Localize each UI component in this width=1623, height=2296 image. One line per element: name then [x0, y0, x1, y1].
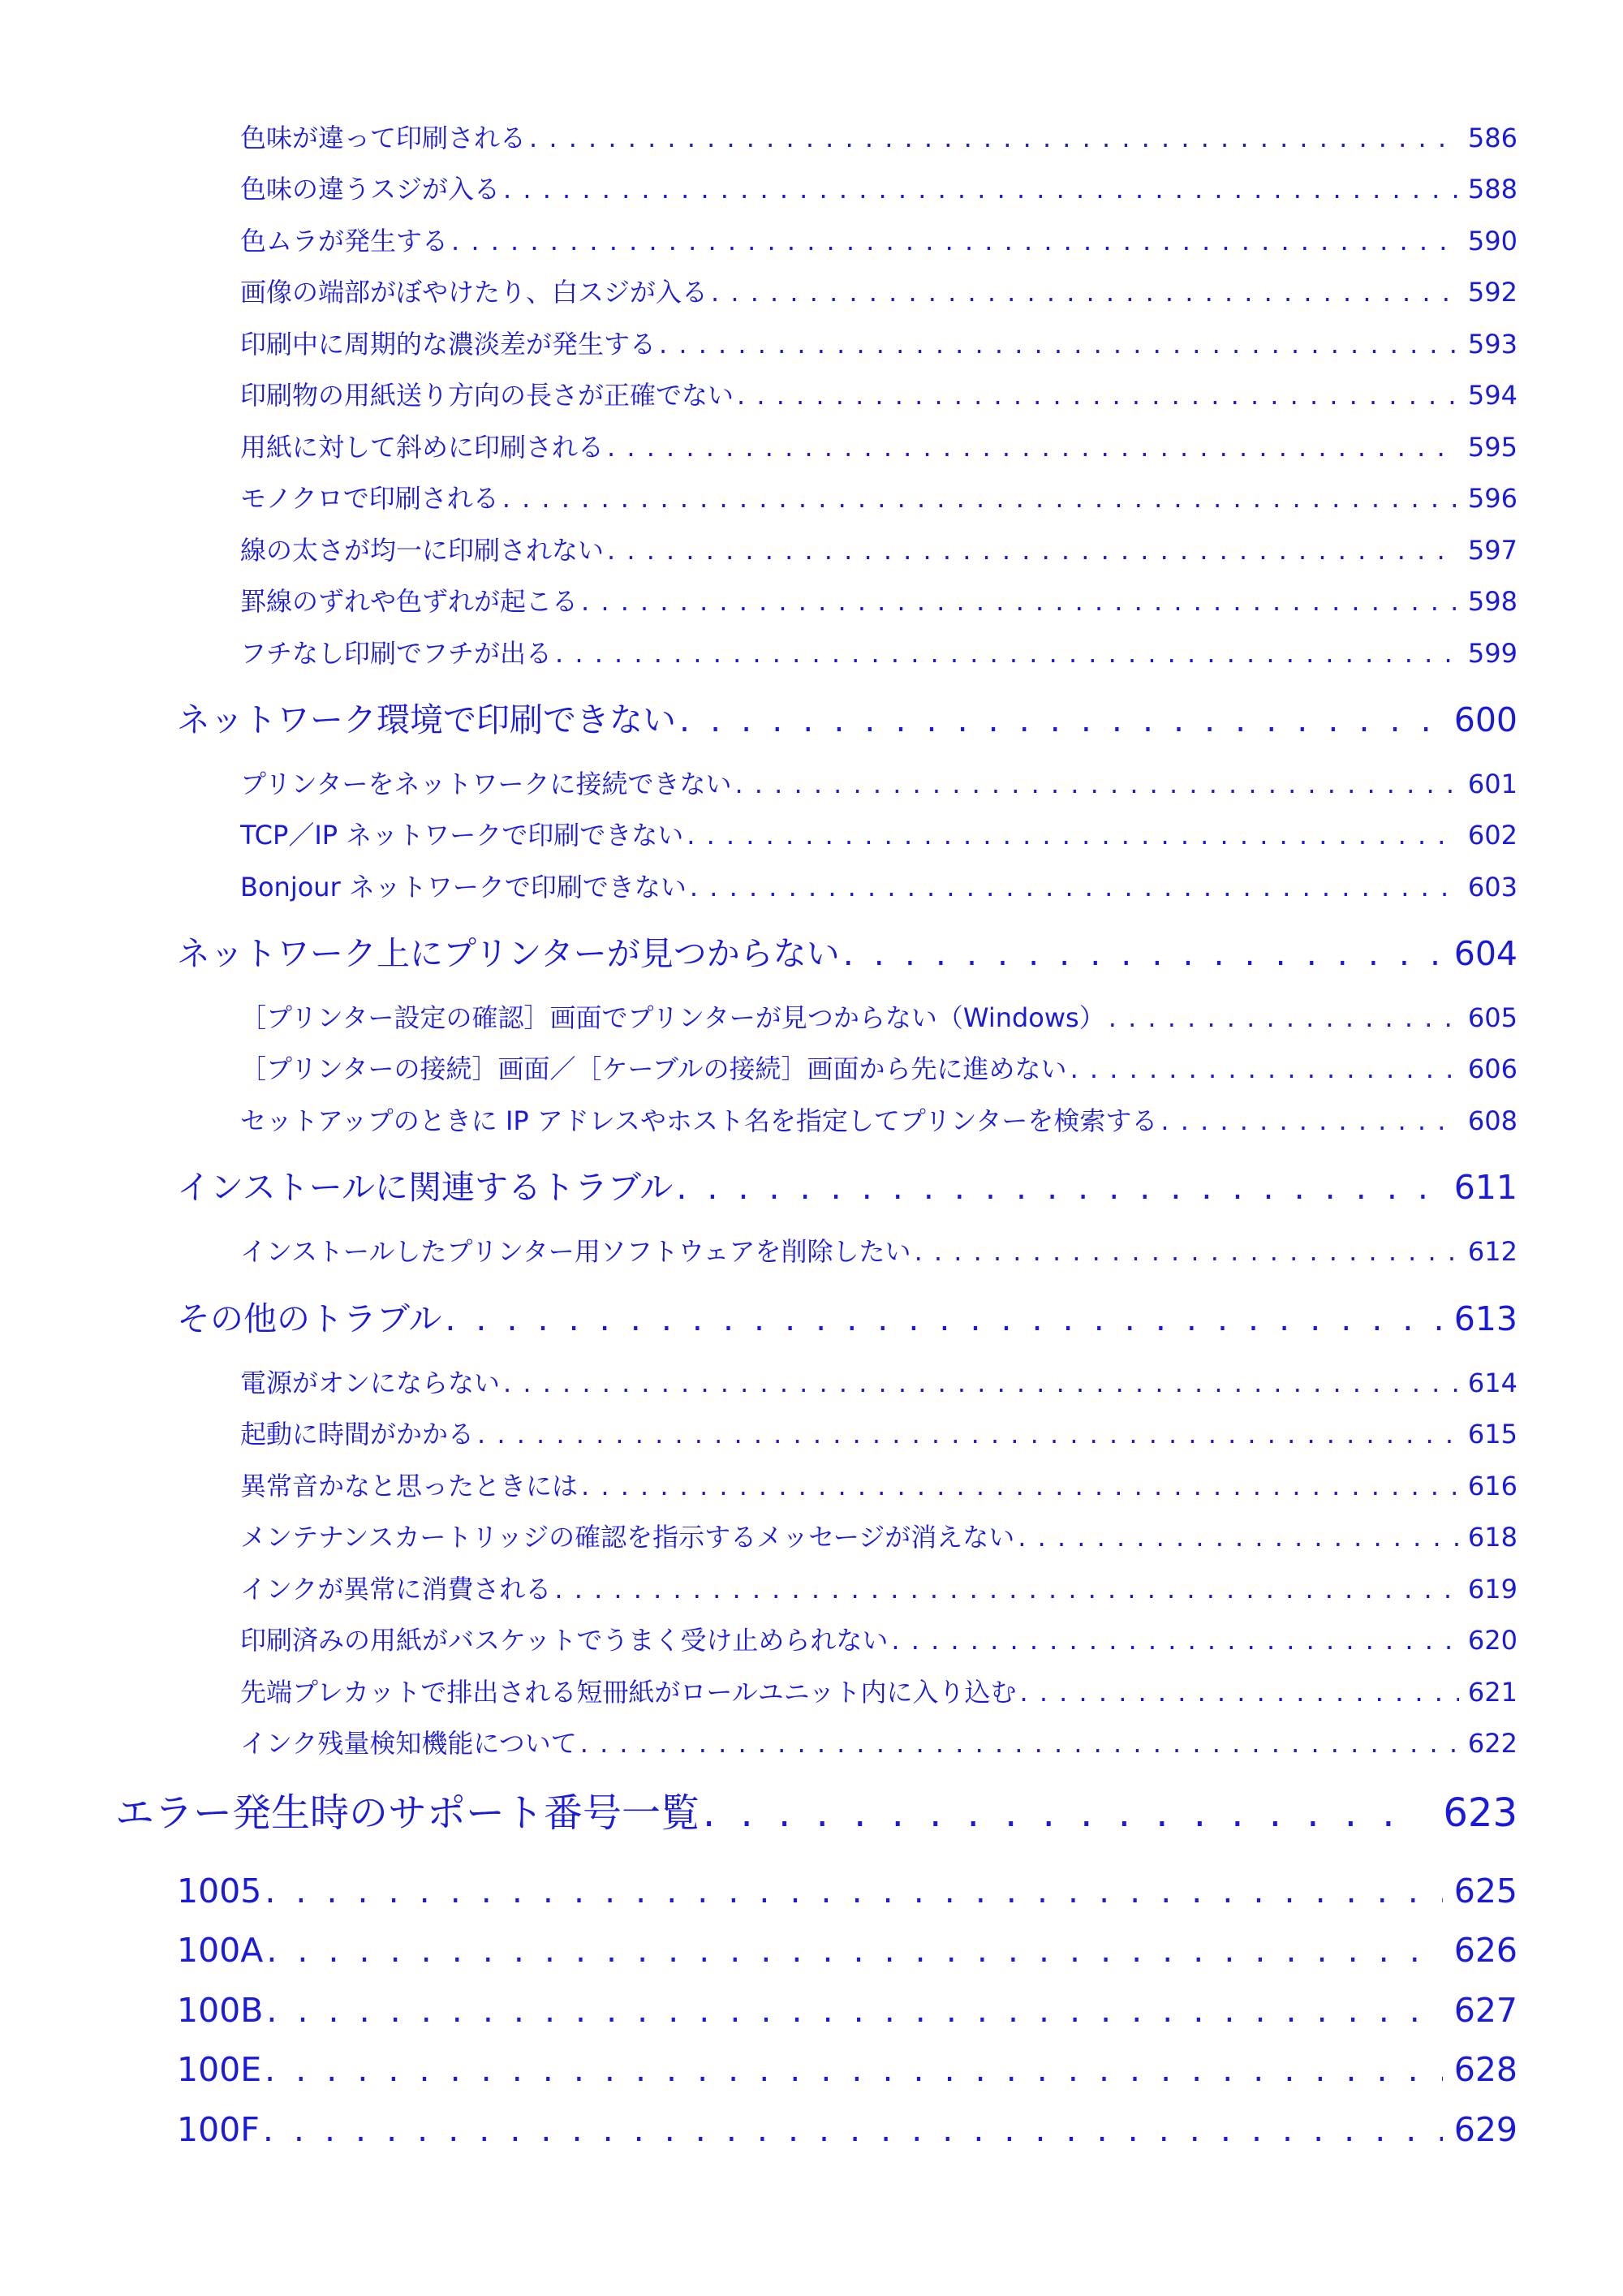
toc-entry[interactable] [240, 223, 1518, 259]
toc-entry[interactable] [240, 1468, 1518, 1504]
toc-section-entry[interactable] [177, 698, 1518, 742]
toc-entry[interactable] [240, 1571, 1518, 1607]
toc-entry-title: TCP／IP ネットワークで印刷できない [240, 820, 684, 851]
toc-section-entry[interactable] [177, 1988, 1518, 2032]
toc-entry-page: 588 [1467, 174, 1518, 205]
dot-leader [711, 274, 1459, 310]
toc-entry-page: 595 [1467, 432, 1518, 463]
toc-entry-page: 619 [1467, 1574, 1518, 1605]
toc-entry[interactable] [240, 171, 1518, 207]
toc-entry[interactable] [240, 1000, 1518, 1036]
dot-leader [580, 1725, 1459, 1761]
toc-entry-page: 616 [1467, 1471, 1518, 1501]
toc-entry[interactable] [240, 766, 1518, 802]
toc-entry-title: 先端プレカットで排出される短冊紙がロールユニット内に入り込む [240, 1677, 1017, 1708]
dot-leader [554, 1571, 1459, 1607]
toc-entry-page: 606 [1467, 1053, 1518, 1084]
dot-leader [555, 635, 1459, 671]
toc-entry[interactable] [240, 480, 1518, 516]
toc-entry-title: インクが異常に消費される [240, 1574, 552, 1605]
toc-entry-page: 604 [1453, 934, 1518, 973]
toc-entry-page: 601 [1467, 769, 1518, 799]
toc-entry-title: 100F [177, 2110, 260, 2149]
toc-entry-title: 色ムラが発生する [240, 226, 449, 256]
dot-leader [266, 1928, 1443, 1972]
dot-leader [607, 429, 1459, 465]
toc-entry-page: 612 [1467, 1236, 1518, 1267]
toc-entry-page: 626 [1453, 1931, 1518, 1970]
toc-entry-page: 590 [1467, 226, 1518, 256]
dot-leader [581, 1468, 1459, 1504]
toc-entry-page: 625 [1453, 1872, 1518, 1910]
toc-entry-page: 629 [1453, 2110, 1518, 2149]
toc-entry-page: 627 [1453, 1991, 1518, 2030]
toc-entry[interactable] [240, 1103, 1518, 1139]
dot-leader [581, 584, 1459, 619]
dot-leader [915, 1234, 1459, 1269]
dot-leader [1018, 1519, 1459, 1555]
dot-leader [477, 1416, 1459, 1452]
toc-entry-page: 600 [1453, 700, 1518, 739]
toc-entry[interactable] [240, 635, 1518, 671]
toc-entry[interactable] [240, 274, 1518, 310]
toc-entry-title: モノクロで印刷される [240, 483, 499, 514]
dot-leader [687, 817, 1459, 853]
dot-leader [734, 766, 1459, 802]
toc-entry-title: 色味の違うスジが入る [240, 174, 501, 205]
dot-leader [690, 869, 1459, 905]
toc-entry-title: エラー発生時のサポート番号一覧 [115, 1790, 700, 1836]
toc-entry-title: 電源がオンにならない [240, 1368, 501, 1398]
toc-section-entry[interactable] [177, 2108, 1518, 2152]
dot-leader [607, 532, 1459, 568]
toc-entry-title: 罫線のずれや色ずれが起こる [240, 586, 579, 617]
toc-entry-title: 100B [177, 1991, 264, 2030]
toc-entry[interactable] [240, 532, 1518, 568]
toc-entry[interactable] [240, 1416, 1518, 1452]
dot-leader [265, 1869, 1443, 1913]
toc-entry-title: 異常音かなと思ったときには [240, 1471, 579, 1501]
toc-entry-title: 印刷物の用紙送り方向の長さが正確でない [240, 380, 734, 411]
toc-entry-page: 623 [1443, 1790, 1518, 1836]
toc-entry-page: 620 [1467, 1625, 1518, 1656]
dot-leader [265, 2048, 1443, 2091]
toc-entry-page: 611 [1453, 1168, 1518, 1207]
toc-entry-title: 起動に時間がかかる [240, 1419, 475, 1450]
toc-section-entry[interactable] [177, 1297, 1518, 1341]
dot-leader [703, 1788, 1423, 1838]
toc-entry[interactable] [240, 817, 1518, 853]
toc-entry[interactable] [240, 1622, 1518, 1658]
toc-entry-page: 603 [1467, 872, 1518, 902]
dot-leader [1019, 1674, 1459, 1710]
toc-entry[interactable] [240, 429, 1518, 465]
toc-entry-page: 615 [1467, 1419, 1518, 1450]
toc-entry-page: 594 [1467, 380, 1518, 411]
toc-entry-title: ［プリンター設定の確認］画面でプリンターが見つからない（Windows） [240, 1002, 1105, 1033]
dot-leader [843, 932, 1443, 976]
dot-leader [679, 698, 1443, 742]
dot-leader [529, 120, 1459, 156]
dot-leader [1160, 1103, 1459, 1139]
toc-entry[interactable] [240, 1234, 1518, 1269]
toc-entry-title: インク残量検知機能について [240, 1728, 577, 1759]
toc-entry[interactable] [240, 1519, 1518, 1555]
toc-entry-title: Bonjour ネットワークで印刷できない [240, 872, 687, 902]
toc-section-entry[interactable] [177, 1869, 1518, 1913]
toc-entry-page: 592 [1467, 277, 1518, 308]
dot-leader [445, 1297, 1443, 1341]
toc-entry[interactable] [240, 120, 1518, 156]
toc-entry[interactable] [240, 1365, 1518, 1401]
toc-entry-page: 605 [1467, 1002, 1518, 1033]
toc-entry-title: 1005 [177, 1872, 262, 1910]
toc-entry-page: 596 [1467, 483, 1518, 514]
toc-entry[interactable] [240, 1674, 1518, 1710]
dot-leader [676, 1165, 1443, 1209]
toc-entry-title: フチなし印刷でフチが出る [240, 638, 553, 669]
toc-entry-title: インストールに関連するトラブル [177, 1168, 674, 1207]
toc-entry[interactable] [240, 1725, 1518, 1761]
toc-entry-title: 100A [177, 1931, 264, 1970]
toc-entry[interactable] [240, 326, 1518, 362]
toc-entry-title: 印刷済みの用紙がバスケットでうまく受け止められない [240, 1625, 889, 1656]
toc-entry-page: 613 [1453, 1299, 1518, 1338]
toc-entry-page: 598 [1467, 586, 1518, 617]
toc-entry-title: インストールしたプリンター用ソフトウェアを削除したい [240, 1236, 911, 1267]
toc-entry-title: 印刷中に周期的な濃淡差が発生する [240, 329, 657, 360]
toc-section-entry[interactable] [177, 932, 1518, 976]
dot-leader [502, 480, 1459, 516]
dot-leader [1070, 1051, 1459, 1087]
toc-entry-title: その他のトラブル [177, 1299, 442, 1338]
toc-entry-page: 628 [1453, 2050, 1518, 2089]
toc-entry[interactable] [240, 377, 1518, 413]
dot-leader [659, 326, 1459, 362]
dot-leader [266, 1988, 1443, 2032]
toc-entry-page: 597 [1467, 535, 1518, 566]
dot-leader [1109, 1000, 1459, 1036]
toc-entry-page: 599 [1467, 638, 1518, 669]
toc-entry-title: メンテナンスカートリッジの確認を指示するメッセージが消えない [240, 1522, 1015, 1553]
toc-entry-page: 614 [1467, 1368, 1518, 1398]
toc-entry-title: 画像の端部がぼやけたり、白スジが入る [240, 277, 708, 308]
toc-entry-page: 618 [1467, 1522, 1518, 1553]
toc-entry-page: 593 [1467, 329, 1518, 360]
toc-entry-title: 100E [177, 2050, 262, 2089]
toc-entry[interactable] [240, 1051, 1518, 1087]
dot-leader [451, 223, 1459, 259]
dot-leader [503, 1365, 1459, 1401]
toc-entry-page: 602 [1467, 820, 1518, 851]
toc-entry-title: 色味が違って印刷される [240, 123, 527, 153]
toc-entry-title: ネットワーク上にプリンターが見つからない [177, 934, 840, 973]
toc-entry-title: ネットワーク環境で印刷できない [177, 700, 676, 739]
dot-leader [891, 1622, 1459, 1658]
dot-leader [737, 377, 1459, 413]
toc-entry-title: 用紙に対して斜めに印刷される [240, 432, 605, 463]
toc-entry[interactable] [240, 869, 1518, 905]
dot-leader [503, 171, 1459, 207]
toc-chapter-entry[interactable] [115, 1788, 1518, 1838]
toc-section-entry[interactable] [177, 1165, 1518, 1209]
toc-entry-title: ［プリンターの接続］画面／［ケーブルの接続］画面から先に進めない [240, 1053, 1067, 1084]
toc-entry[interactable] [240, 584, 1518, 619]
toc-entry-title: 線の太さが均一に印刷されない [240, 535, 605, 566]
toc-section-entry[interactable] [177, 1928, 1518, 1972]
dot-leader [263, 2108, 1443, 2152]
toc-entry-page: 621 [1467, 1677, 1518, 1708]
toc-entry-title: セットアップのときに IP アドレスやホスト名を指定してプリンターを検索する [240, 1105, 1158, 1136]
toc-section-entry[interactable] [177, 2048, 1518, 2091]
toc-entry-page: 622 [1467, 1728, 1518, 1759]
toc-entry-page: 608 [1467, 1105, 1518, 1136]
toc-entry-title: プリンターをネットワークに接続できない [240, 769, 732, 799]
toc-entry-page: 586 [1467, 123, 1518, 153]
